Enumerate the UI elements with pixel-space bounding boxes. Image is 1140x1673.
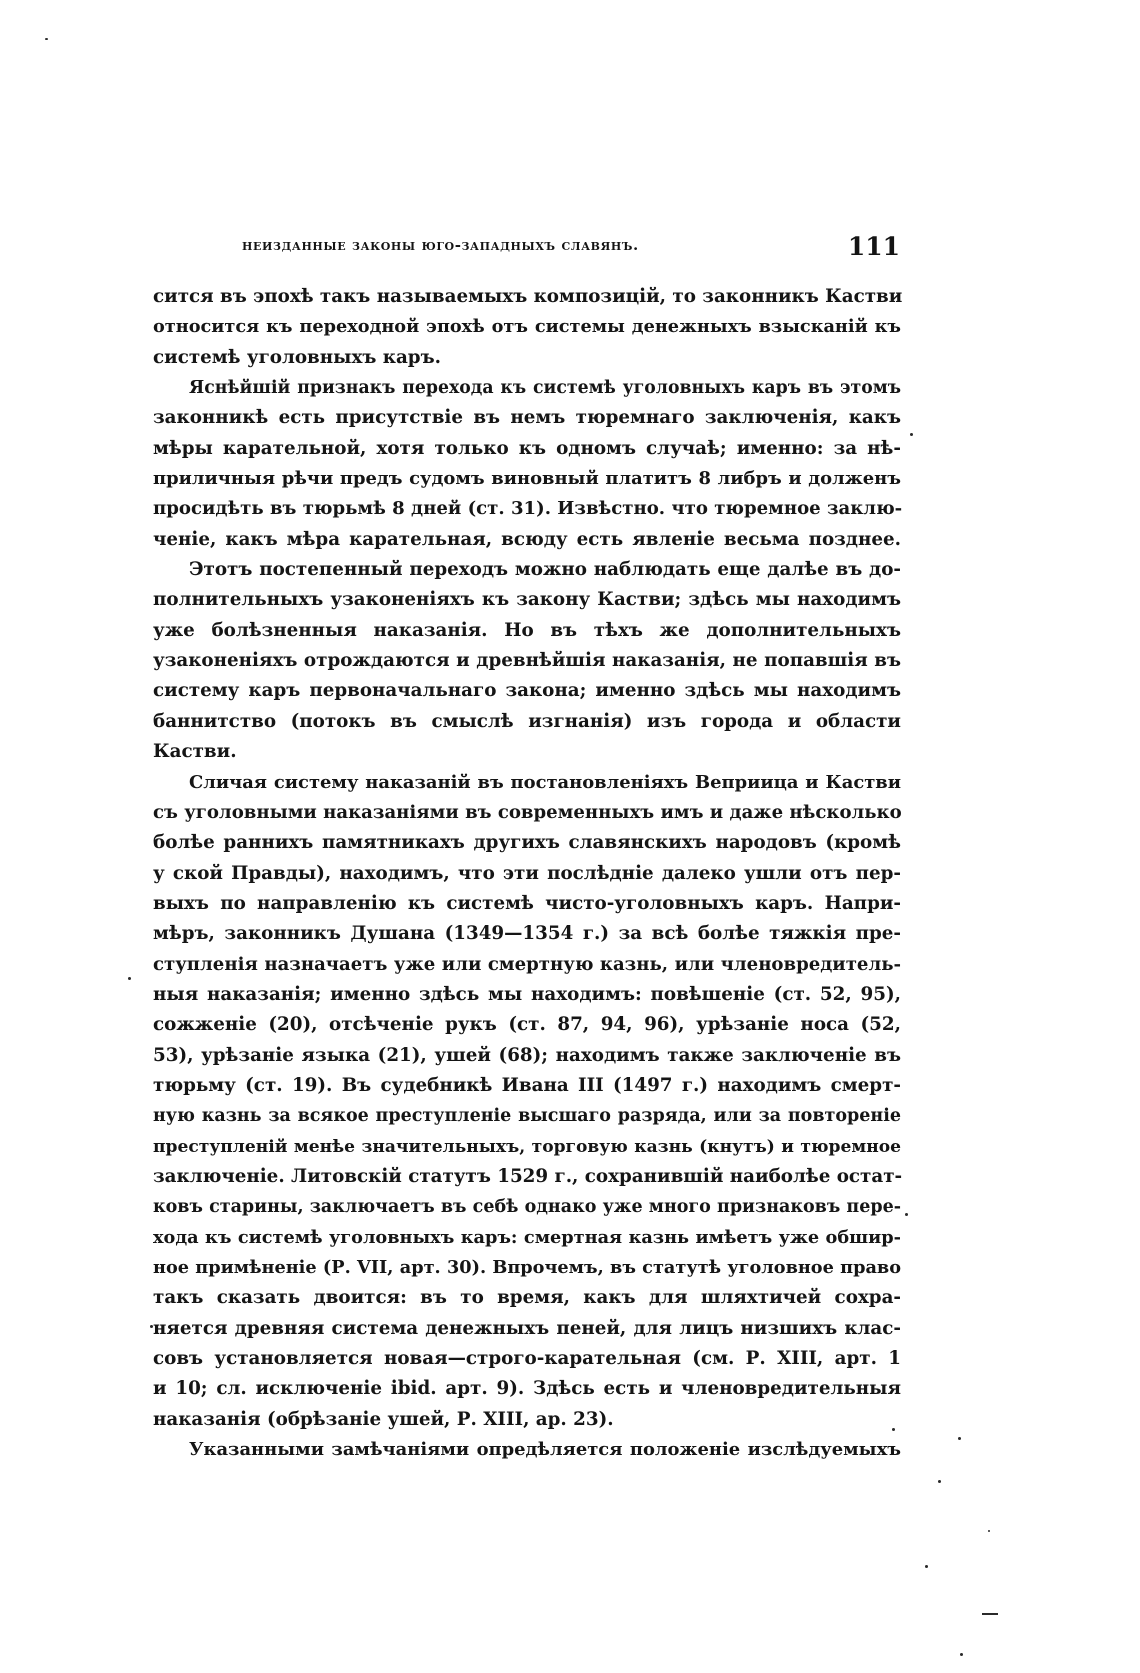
text-line: сожженіе (20), отсѣченіе рукъ (ст. 87, 94, 96), урѣзаніе носа (52, (153, 1014, 901, 1036)
page-number: 111 (847, 232, 900, 261)
text-line: мѣръ, законникъ Душана (1349—1354 г.) за всѣ болѣе тяжкія пре- (153, 923, 901, 945)
text-line: ковъ старины, заключаетъ въ себѣ однако уже много признаковъ пере- (153, 1197, 901, 1218)
text-line: 53), урѣзаніе языка (21), ушей (68); находимъ также заключеніе въ (153, 1044, 901, 1066)
scan-speck (892, 1428, 895, 1431)
text-line: сится въ эпохѣ такъ называемыхъ композицій, то законникъ Кастви (153, 286, 903, 307)
scan-speck (988, 1530, 990, 1532)
text-line: ченіе, какъ мѣра карательная, всюду есть явленіе весьма позднее. (153, 528, 901, 550)
text-line: полнительныхъ узаконеніяхъ къ закону Кастви; здѣсь мы находимъ (153, 589, 901, 611)
text-line: преступленій менѣе значительныхъ, торговую казнь (кнутъ) и тюремное (153, 1136, 901, 1157)
text-line: систему каръ первоначальнаго закона; именно здѣсь мы находимъ (153, 680, 901, 702)
text-line: няется древняя система денежныхъ пеней, для лицъ низшихъ клас- (153, 1317, 901, 1339)
paragraph (153, 373, 901, 555)
text-line: ную казнь за всякое преступленіе высшаго разряда, или за повтореніе (153, 1106, 901, 1127)
text-line: ныя наказанія; именно здѣсь мы находимъ: повѣшеніе (ст. 52, 95), (153, 983, 901, 1005)
text-line: ступленія назначаетъ уже или смертную казнь, или членовредитель- (153, 953, 901, 975)
text-line: Сличая систему наказаній въ постановленіяхъ Веприица и Кастви (189, 771, 901, 793)
scan-speck (150, 1325, 153, 1328)
text-line: совъ установляется новая—строго-карательная (см. Р. XIII, арт. 1 (153, 1348, 901, 1370)
text-line: приличныя рѣчи предъ судомъ виновный платитъ 8 либръ и долженъ (153, 468, 901, 490)
paragraph (153, 555, 901, 767)
text-line: Этотъ постепенный переходъ можно наблюдать еще далѣе въ до- (189, 559, 901, 581)
text-line: у ской Правды), находимъ, что эти послѣдніе далеко ушли отъ пер- (153, 862, 901, 884)
text-line: съ уголовными наказаніями въ современныхъ имъ и даже нѣсколько (153, 801, 902, 823)
scan-mark (982, 1613, 998, 1615)
text-line: просидѣть въ тюрьмѣ 8 дней (ст. 31). Извѣстно. что тюремное заклю- (153, 498, 903, 520)
text-line: наказанія (обрѣзаніе ушей, Р. XIII, ар. 23). (153, 1408, 614, 1430)
scan-speck (938, 1480, 941, 1483)
text-line: Яснѣйшій признакъ перехода къ системѣ уголовныхъ каръ въ этомъ (189, 378, 901, 399)
running-title: неизданные законы юго-западныхъ славянъ. (242, 236, 639, 254)
scan-speck (958, 1437, 961, 1440)
scan-speck (910, 433, 913, 436)
text-line: мѣры карательной, хотя только къ одномъ случаѣ; именно: за нѣ- (153, 437, 901, 459)
text-line: уже болѣзненныя наказанія. Но въ тѣхъ же дополнительныхъ (153, 619, 901, 641)
paragraph (153, 768, 901, 1436)
paragraph (153, 1435, 901, 1465)
scan-speck (45, 38, 48, 40)
text-line: и 10; сл. исключеніе ibid. арт. 9). Здѣсь есть и членовредительныя (153, 1378, 901, 1400)
text-line: заключеніе. Литовскій статутъ 1529 г., сохранившій наиболѣе остат- (153, 1165, 903, 1187)
text-line: ное примѣненіе (Р. VII, арт. 30). Впрочемъ, въ статутѣ уголовное право (153, 1257, 901, 1278)
scan-speck (925, 1565, 928, 1568)
text-line: хода къ системѣ уголовныхъ каръ: смертная казнь имѣетъ уже обшир- (153, 1226, 901, 1248)
paragraph (153, 282, 901, 373)
text-line: тюрьму (ст. 19). Въ судебникѣ Ивана III (1497 г.) находимъ смерт- (153, 1074, 901, 1096)
text-line: системѣ уголовныхъ каръ. (153, 346, 441, 368)
text-line: относится къ переходной эпохѣ отъ системы денежныхъ взысканій къ (153, 316, 901, 338)
text-line: узаконеніяхъ отрождаются и древнѣйшія наказанія, не попавшія въ (153, 650, 901, 672)
text-line: законникѣ есть присутствіе въ немъ тюремнаго заключенія, какъ (153, 407, 901, 429)
text-line: Указанными замѣчаніями опредѣляется положеніе изслѣдуемыхъ (189, 1439, 901, 1461)
scan-speck (960, 1653, 963, 1656)
text-line: Кастви. (153, 741, 237, 763)
body-text (153, 282, 901, 1465)
scan-speck (905, 1213, 908, 1216)
text-line: болѣе раннихъ памятникахъ другихъ славянскихъ народовъ (кромѣ (153, 832, 901, 854)
text-line: такъ сказать двоится: въ то время, какъ для шляхтичей сохра- (153, 1287, 901, 1309)
text-line: выхъ по направленію къ системѣ чисто-уголовныхъ каръ. Напри- (153, 892, 901, 914)
scan-speck (128, 977, 131, 980)
page-header (242, 232, 900, 266)
text-line: баннитство (потокъ въ смыслѣ изгнанія) изъ города и области (153, 710, 901, 732)
